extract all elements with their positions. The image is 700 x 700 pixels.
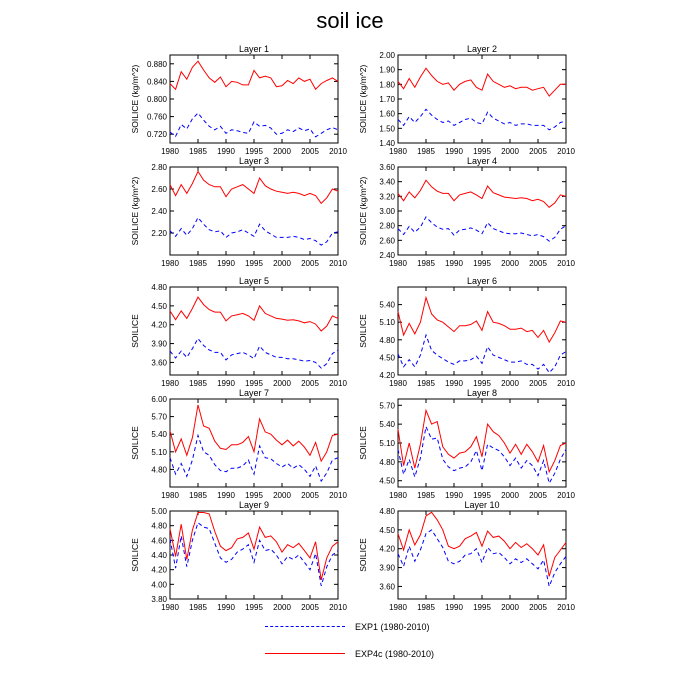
y-tick-label: 4.80 (379, 335, 395, 345)
y-tick-label: 4.50 (151, 301, 167, 311)
x-tick-label: 1980 (389, 603, 407, 612)
panel-title: Layer 9 (238, 500, 270, 510)
y-axis-label: SOILICE (kg/m^2) (358, 176, 368, 246)
plot-frame (170, 167, 338, 255)
series-line-exp1 (170, 339, 338, 369)
y-tick-label: 4.50 (379, 525, 395, 535)
chart-panel-layer-4 (358, 156, 575, 268)
x-tick-label: 1990 (217, 259, 235, 268)
x-tick-label: 2005 (529, 147, 547, 156)
y-tick-label: 3.00 (379, 207, 395, 216)
x-tick-label: 1985 (189, 147, 207, 156)
x-tick-label: 1985 (189, 491, 207, 500)
y-tick-label: 4.50 (379, 353, 395, 363)
x-tick-label: 2010 (557, 379, 575, 388)
series-line-exp1 (398, 217, 566, 241)
series-line-exp4c (398, 512, 566, 576)
y-tick-label: 3.90 (379, 563, 395, 573)
y-tick-label: 4.20 (151, 565, 167, 575)
x-tick-label: 2000 (273, 491, 291, 500)
series-line-exp4c (170, 405, 338, 461)
y-tick-label: 4.80 (151, 521, 167, 531)
y-tick-label: 5.40 (379, 300, 395, 310)
plot-frame (398, 167, 566, 255)
x-tick-label: 2010 (329, 379, 347, 388)
x-tick-label: 1985 (189, 379, 207, 388)
x-tick-label: 1985 (417, 491, 435, 500)
y-tick-label: 0.720 (146, 130, 167, 140)
y-tick-label: 5.10 (379, 318, 395, 328)
panel-title: Layer 4 (466, 156, 498, 166)
x-tick-label: 2010 (557, 603, 575, 612)
plot-frame (170, 287, 338, 375)
y-tick-label: 2.80 (151, 163, 167, 172)
x-tick-label: 1995 (245, 259, 263, 268)
x-tick-label: 1985 (189, 259, 207, 268)
x-tick-label: 2000 (273, 603, 291, 612)
x-tick-label: 2010 (557, 491, 575, 500)
x-tick-label: 2010 (329, 603, 347, 612)
x-tick-label: 2000 (501, 603, 519, 612)
chart-panel-layer-3 (130, 156, 347, 268)
panel-title: Layer 8 (466, 388, 498, 398)
x-tick-label: 1980 (161, 491, 179, 500)
x-tick-label: 1990 (445, 379, 463, 388)
figure-title: soil ice (316, 8, 384, 33)
y-tick-label: 1.70 (379, 95, 395, 104)
series-line-exp1 (398, 530, 566, 587)
y-tick-label: 0.880 (146, 59, 167, 69)
y-tick-label: 3.40 (379, 177, 395, 187)
y-tick-label: 4.40 (151, 551, 167, 560)
series-line-exp4c (170, 171, 338, 203)
x-tick-label: 1990 (445, 603, 463, 612)
x-tick-label: 1995 (473, 603, 491, 612)
x-tick-label: 1990 (217, 491, 235, 500)
x-tick-label: 1985 (417, 603, 435, 612)
series-line-exp4c (170, 513, 338, 580)
y-tick-label: 5.40 (151, 430, 167, 440)
y-tick-label: 2.80 (379, 221, 395, 231)
panel-title: Layer 3 (238, 156, 270, 166)
y-tick-label: 5.00 (151, 507, 167, 516)
y-axis-label: SOILICE (358, 538, 368, 572)
y-tick-label: 4.00 (151, 580, 167, 590)
y-tick-label: 5.70 (151, 412, 167, 422)
x-tick-label: 1985 (417, 147, 435, 156)
legend-exp1-swatch (265, 626, 345, 627)
y-tick-label: 3.80 (151, 595, 167, 604)
x-tick-label: 2000 (501, 259, 519, 268)
series-line-exp1 (170, 113, 338, 137)
chart-panel-layer-10 (358, 500, 575, 612)
chart-panel-layer-1 (130, 44, 347, 156)
chart-panel-layer-2 (358, 44, 575, 156)
y-axis-label: SOILICE (kg/m^2) (130, 64, 140, 134)
panel-title: Layer 10 (464, 500, 500, 510)
y-axis-label: SOILICE (130, 538, 140, 572)
x-tick-label: 2005 (301, 603, 319, 612)
x-tick-label: 1980 (389, 491, 407, 500)
y-tick-label: 0.760 (146, 112, 167, 122)
chart-panel-layer-7 (130, 388, 347, 500)
x-tick-label: 1995 (473, 259, 491, 268)
x-tick-label: 1980 (161, 379, 179, 388)
series-line-exp1 (170, 218, 338, 246)
x-tick-label: 1990 (445, 147, 463, 156)
series-line-exp1 (398, 335, 566, 373)
y-axis-label: SOILICE (kg/m^2) (358, 64, 368, 134)
chart-panel-layer-8 (358, 388, 575, 500)
y-tick-label: 2.00 (379, 51, 395, 60)
y-tick-label: 3.90 (151, 339, 167, 349)
x-tick-label: 2000 (501, 491, 519, 500)
series-line-exp4c (398, 180, 566, 207)
x-tick-label: 1980 (161, 147, 179, 156)
y-tick-label: 1.80 (379, 80, 395, 90)
y-tick-label: 4.20 (379, 371, 395, 380)
plot-frame (170, 511, 338, 599)
y-tick-label: 4.80 (379, 457, 395, 467)
series-line-exp1 (170, 523, 338, 586)
chart-panel-layer-6 (358, 276, 575, 388)
x-tick-label: 1980 (389, 379, 407, 388)
plot-frame (398, 399, 566, 487)
legend-exp4c (265, 647, 525, 661)
panel-title: Layer 5 (238, 276, 270, 286)
y-tick-label: 2.60 (379, 236, 395, 246)
x-tick-label: 2010 (329, 259, 347, 268)
x-tick-label: 2005 (301, 491, 319, 500)
y-axis-label: SOILICE (358, 314, 368, 348)
series-line-exp4c (170, 297, 338, 331)
series-line-exp4c (398, 410, 566, 472)
legend-exp4c-label: EXP4c (1980-2010) (355, 649, 435, 659)
x-tick-label: 1990 (445, 259, 463, 268)
x-tick-label: 1990 (217, 379, 235, 388)
y-tick-label: 2.60 (151, 185, 167, 194)
y-tick-label: 5.40 (379, 420, 395, 430)
x-tick-label: 2010 (557, 147, 575, 156)
y-tick-label: 5.70 (379, 401, 395, 411)
x-tick-label: 2010 (329, 147, 347, 156)
y-tick-label: 4.50 (379, 476, 395, 486)
x-tick-label: 2005 (529, 603, 547, 612)
x-tick-label: 2000 (273, 259, 291, 268)
x-tick-label: 1980 (161, 259, 179, 268)
y-tick-label: 1.60 (379, 109, 395, 119)
x-tick-label: 1980 (389, 259, 407, 268)
x-tick-label: 2005 (529, 491, 547, 500)
x-tick-label: 1985 (417, 259, 435, 268)
x-tick-label: 2005 (301, 147, 319, 156)
y-axis-label: SOILICE (358, 426, 368, 460)
series-line-exp4c (398, 68, 566, 96)
y-tick-label: 0.800 (146, 95, 167, 104)
x-tick-label: 1995 (245, 379, 263, 388)
x-tick-label: 1995 (473, 147, 491, 156)
x-tick-label: 2000 (273, 379, 291, 388)
series-line-exp1 (170, 435, 338, 481)
y-tick-label: 3.20 (379, 192, 395, 202)
x-tick-label: 2000 (501, 147, 519, 156)
x-tick-label: 1990 (445, 491, 463, 500)
x-tick-label: 2010 (329, 491, 347, 500)
x-tick-label: 1995 (473, 379, 491, 388)
x-tick-label: 1995 (245, 603, 263, 612)
x-tick-label: 1985 (417, 379, 435, 388)
x-tick-label: 1990 (217, 603, 235, 612)
panel-title: Layer 1 (238, 44, 270, 54)
y-tick-label: 1.90 (379, 65, 395, 75)
y-tick-label: 5.10 (151, 447, 167, 457)
y-tick-label: 3.60 (151, 358, 167, 368)
legend-exp4c-swatch (265, 653, 345, 654)
plot-frame (398, 55, 566, 143)
y-tick-label: 1.50 (379, 124, 395, 134)
x-tick-label: 2010 (557, 259, 575, 268)
x-tick-label: 1990 (217, 147, 235, 156)
chart-panel-layer-9 (130, 500, 347, 612)
y-tick-label: 4.80 (379, 507, 395, 516)
y-tick-label: 4.20 (379, 544, 395, 554)
x-tick-label: 2005 (301, 259, 319, 268)
y-axis-label: SOILICE (130, 426, 140, 460)
series-line-exp1 (398, 109, 566, 130)
y-tick-label: 2.40 (379, 251, 395, 260)
x-tick-label: 2005 (529, 379, 547, 388)
panel-title: Layer 6 (466, 276, 498, 286)
x-tick-label: 2005 (301, 379, 319, 388)
y-tick-label: 6.00 (151, 395, 167, 404)
y-axis-label: SOILICE (kg/m^2) (130, 176, 140, 246)
y-tick-label: 2.40 (151, 207, 167, 216)
x-tick-label: 2005 (529, 259, 547, 268)
y-tick-label: 4.60 (151, 536, 167, 546)
x-tick-label: 1995 (245, 491, 263, 500)
x-tick-label: 1995 (473, 491, 491, 500)
y-tick-label: 1.40 (379, 139, 395, 148)
x-tick-label: 2000 (273, 147, 291, 156)
y-axis-label: SOILICE (130, 314, 140, 348)
panel-title: Layer 2 (466, 44, 498, 54)
plot-frame (170, 55, 338, 143)
x-tick-label: 1980 (389, 147, 407, 156)
panel-title: Layer 7 (238, 388, 270, 398)
legend-exp1 (265, 620, 525, 634)
y-tick-label: 3.60 (379, 163, 395, 172)
y-tick-label: 4.80 (151, 465, 167, 475)
y-tick-label: 3.60 (379, 582, 395, 592)
y-tick-label: 4.20 (151, 320, 167, 330)
x-tick-label: 1980 (161, 603, 179, 612)
y-tick-label: 4.80 (151, 283, 167, 292)
y-tick-label: 2.20 (151, 229, 167, 238)
x-tick-label: 1995 (245, 147, 263, 156)
x-tick-label: 1985 (189, 603, 207, 612)
series-line-exp4c (170, 61, 338, 89)
chart-panel-layer-5 (130, 276, 347, 388)
legend-exp1-label: EXP1 (1980-2010) (355, 622, 430, 632)
x-tick-label: 2000 (501, 379, 519, 388)
y-tick-label: 5.10 (379, 439, 395, 448)
y-tick-label: 0.840 (146, 77, 167, 87)
series-line-exp4c (398, 298, 566, 343)
